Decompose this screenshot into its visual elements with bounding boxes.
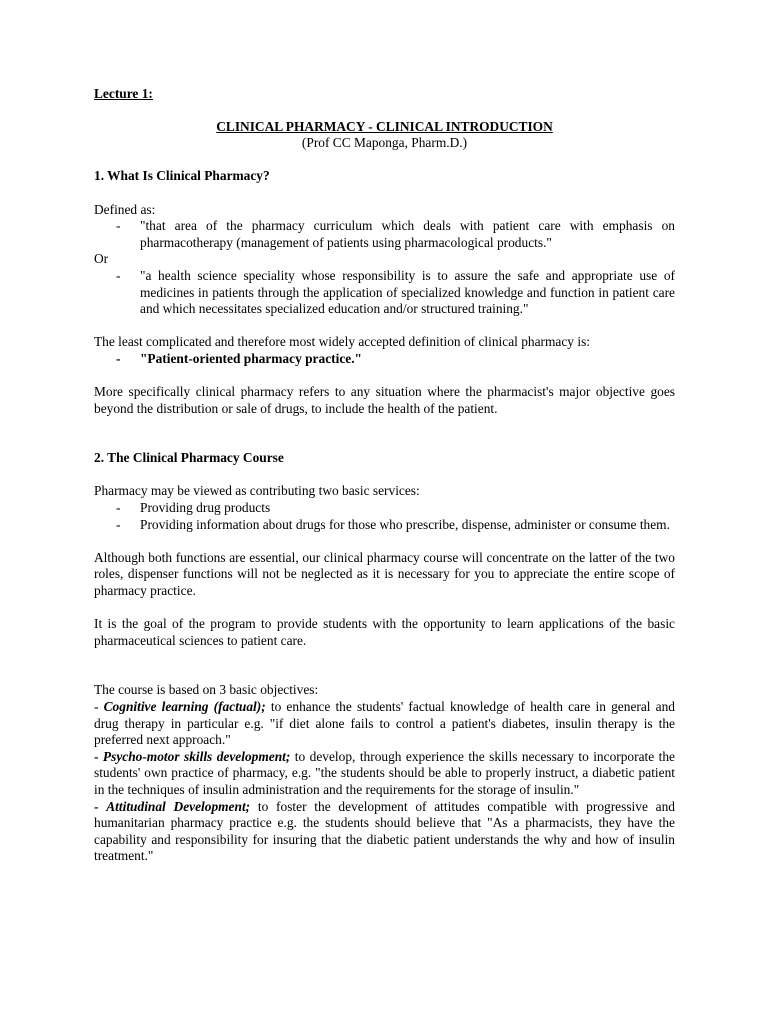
objective-2: - Psycho-motor skills development; to develop, through experience the skills necessary to incorporate the students' own practice of pharmacy, e.g. "the students should be able to properly instruct, a diabetic patient in the techniques of insulin administration and the requirements for the storage of insulin."	[94, 748, 675, 797]
more-specifically-paragraph: More specifically clinical pharmacy refers to any situation where the pharmacist's major objective goes beyond the distribution or sale of drugs, to include the health of the patient.	[94, 384, 675, 416]
objective-3-text: to foster the development of attitudes compatible with progressive and humanitarian pharmacy practice e.g. the students should believe that "As a pharmacists, they have the capability and responsibility for insuring that the diabetic patient understands the why and how of insulin treatment."	[94, 798, 675, 864]
author-line: (Prof CC Maponga, Pharm.D.)	[301, 135, 468, 151]
definition-list-2	[94, 268, 675, 318]
section1-heading: 1. What Is Clinical Pharmacy?	[94, 168, 270, 184]
title-block	[94, 119, 675, 152]
list-item: - "Patient-oriented pharmacy practice."	[116, 350, 362, 366]
list-item: - "that area of the pharmacy curriculum which deals with patient care with emphasis on pharmacotherapy (management of patients using pharmacological products."	[116, 218, 675, 250]
objective-1: - Cognitive learning (factual); to enhance the students' factual knowledge of health care in general and drug therapy in particular e.g. "if diet alone fails to control a patient's diabetes, insulin therapy is the preferred next approach."	[94, 699, 675, 748]
objective-3-term: Attitudinal Development;	[106, 798, 251, 814]
document-page	[94, 86, 675, 865]
section2-heading: 2. The Clinical Pharmacy Course	[94, 450, 284, 466]
lecture-label: Lecture 1:	[94, 86, 153, 101]
definition-2: "a health science speciality whose responsibility is to assure the safe and appropriate use of medicines in patients through the application of specialized knowledge and function in patient care and which necessitates specialized education and/or structured training."	[140, 267, 675, 317]
objectives-intro: The course is based on 3 basic objectives:	[94, 682, 319, 698]
service-2: Providing information about drugs for those who prescribe, dispense, administer or consume them.	[140, 516, 670, 532]
patient-oriented-list	[94, 351, 675, 368]
functions-paragraph: Although both functions are essential, our clinical pharmacy course will concentrate on the latter of the two roles, dispenser functions will not be neglected as it is necessary for you to appreciate the entire scope of pharmacy practice.	[94, 549, 675, 599]
objective-2-text: to develop, through experience the skills necessary to incorporate the students' own practice of pharmacy, e.g. "the students should be able to properly instruct, a diabetic patient in the techniques of insulin administration and the requirements for the storage of insulin."	[94, 748, 675, 797]
patient-oriented-definition: "Patient-oriented pharmacy practice."	[140, 350, 362, 366]
goal-paragraph: It is the goal of the program to provide students with the opportunity to learn applications of the basic pharmaceutical sciences to patient care.	[94, 616, 675, 648]
list-item: - Providing drug products	[116, 500, 271, 516]
defined-as: Defined as:	[94, 201, 156, 217]
objective-1-text: to enhance the students' factual knowledge of health care in general and drug therapy in particular e.g. "if diet alone fails to control a patient's diabetes, insulin therapy is the preferred next approach."	[94, 699, 675, 748]
list-item: - "a health science speciality whose responsibility is to assure the safe and appropriate use of medicines in patients through the application of specialized knowledge and function in patient care and which necessitates specialized education and/or structured training."	[116, 267, 675, 317]
objective-3: - Attitudinal Development; to foster the development of attitudes compatible with progressive and humanitarian pharmacy practice e.g. the students should believe that "As a pharmacists, they have the capability and responsibility for insuring that the diabetic patient understands the why and how of insulin treatment."	[94, 798, 675, 864]
services-intro: Pharmacy may be viewed as contributing two basic services:	[94, 483, 420, 499]
service-1: Providing drug products	[140, 500, 271, 516]
or-label: Or	[94, 251, 109, 267]
definition-list-1	[94, 218, 675, 251]
document-title: CLINICAL PHARMACY - CLINICAL INTRODUCTION	[216, 118, 553, 134]
definition-1: "that area of the pharmacy curriculum which deals with patient care with emphasis on pharmacotherapy (management of patients using pharmacological products."	[140, 218, 675, 250]
least-complicated-paragraph: The least complicated and therefore most widely accepted definition of clinical pharmacy is:	[94, 334, 591, 350]
objective-2-term: Psycho-motor skills development;	[102, 748, 291, 764]
objective-1-term: Cognitive learning (factual);	[103, 699, 266, 714]
list-item: - Providing information about drugs for those who prescribe, dispense, administer or consume them.	[116, 516, 670, 532]
services-list	[94, 500, 675, 533]
